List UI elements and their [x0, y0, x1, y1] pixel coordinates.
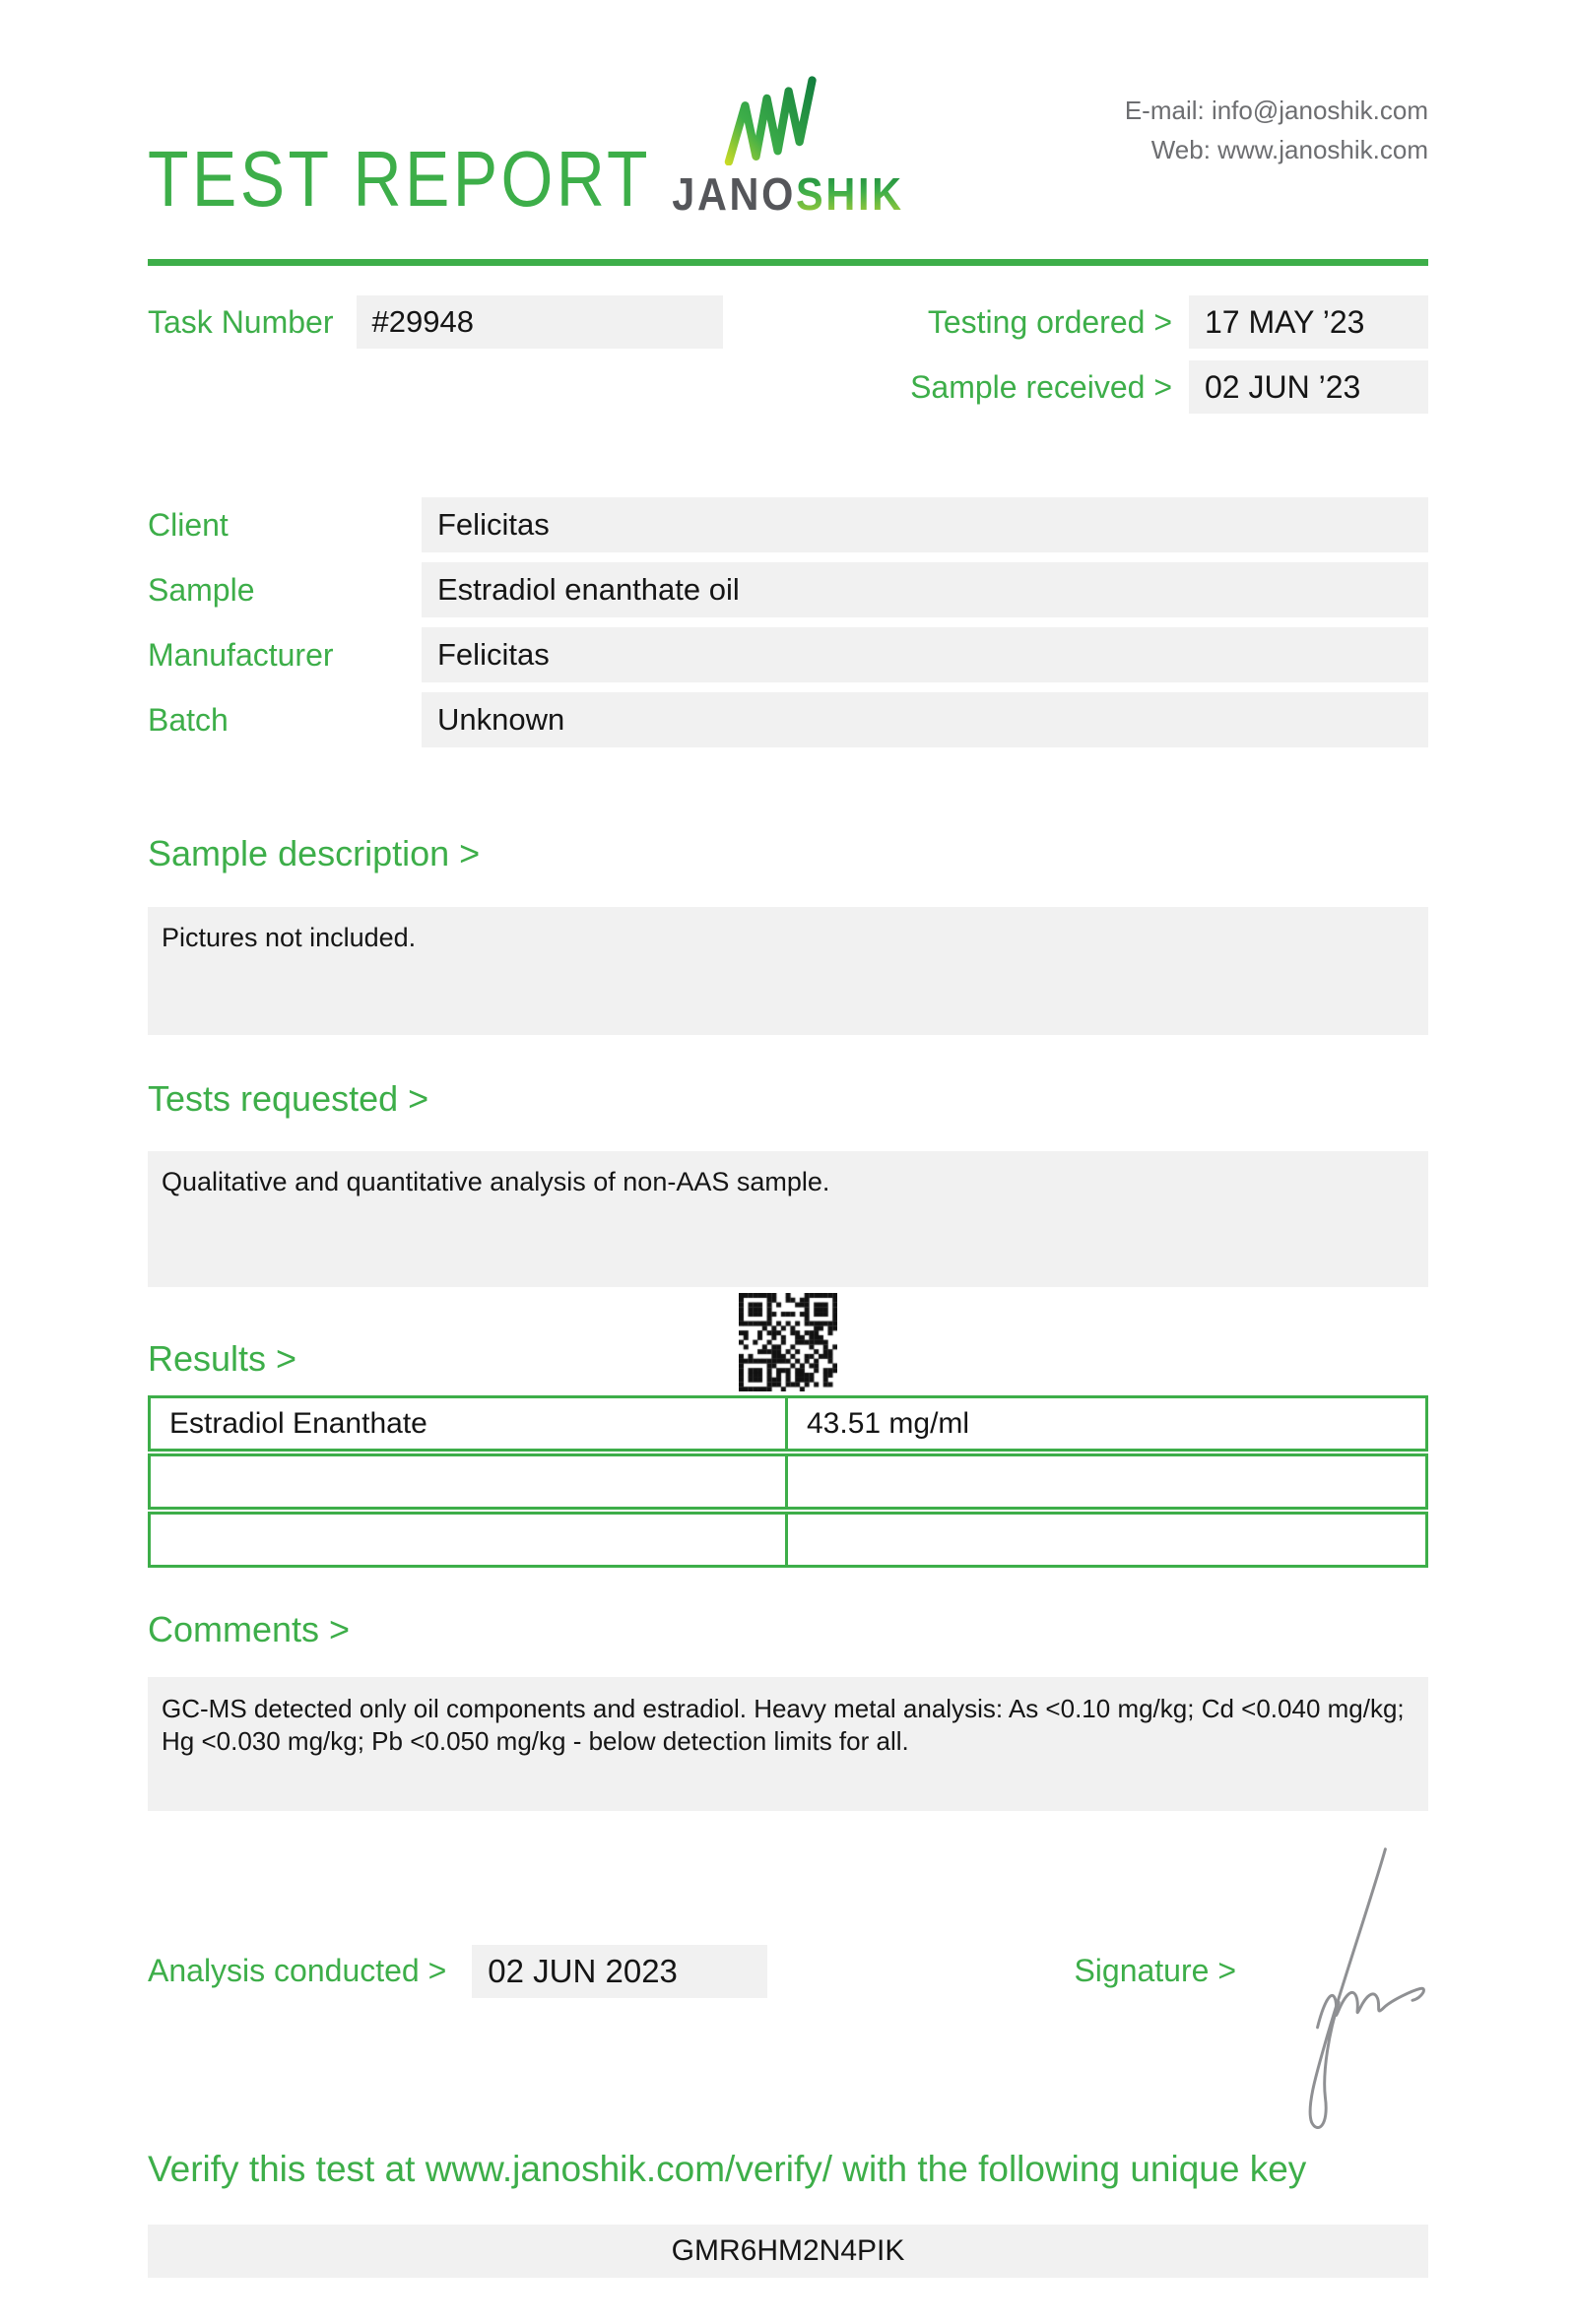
sample-received-date: 02 JUN ’23 — [1189, 360, 1428, 414]
result-concentration — [788, 1456, 1425, 1507]
manufacturer-value: Felicitas — [422, 627, 1428, 682]
task-number-label: Task Number — [148, 303, 334, 340]
janoshik-logo — [659, 75, 917, 220]
logo-wordmark — [672, 168, 904, 220]
testing-ordered-date: 17 MAY ’23 — [1189, 295, 1428, 349]
info-row-manufacturer — [148, 627, 1428, 682]
analysis-date: 02 JUN 2023 — [472, 1945, 767, 1998]
tests-requested-box: Qualitative and quantitative analysis of non-AAS sample. — [148, 1151, 1428, 1287]
table-row — [148, 1512, 1428, 1568]
qr-code — [739, 1293, 837, 1391]
sample-description-heading: Sample description > — [148, 833, 481, 873]
result-substance — [151, 1456, 788, 1507]
result-concentration: 43.51 mg/ml — [807, 1407, 970, 1441]
contact-info — [1125, 91, 1428, 169]
results-heading: Results > — [148, 1337, 297, 1379]
results-table — [148, 1395, 1428, 1568]
footer-row — [148, 1944, 1428, 1999]
comments-heading: Comments > — [148, 1609, 351, 1650]
sample-info-section — [148, 497, 1428, 747]
testing-ordered-row — [910, 295, 1428, 349]
result-concentration — [788, 1515, 1425, 1565]
page-title: TEST REPORT — [148, 135, 651, 223]
info-row-batch — [148, 692, 1428, 747]
sample-label: Sample — [148, 571, 255, 608]
signature-label: Signature > — [1074, 1953, 1236, 1989]
batch-label: Batch — [148, 701, 229, 738]
signature-icon — [1266, 1838, 1433, 2138]
sample-received-label: Sample received > — [910, 368, 1172, 405]
table-row — [148, 1395, 1428, 1452]
manufacturer-label: Manufacturer — [148, 636, 334, 673]
tests-requested-heading: Tests requested > — [148, 1077, 429, 1119]
analysis-conducted-label: Analysis conducted > — [148, 1953, 447, 1989]
task-number-row — [148, 295, 723, 349]
result-substance: Estradiol Enanthate — [151, 1398, 788, 1449]
testing-ordered-label: Testing ordered > — [927, 303, 1172, 340]
header-divider — [148, 259, 1428, 266]
header — [148, 0, 1428, 232]
task-section — [148, 295, 1428, 414]
verify-instructions: Verify this test at www.janoshik.com/verify/ with the following unique key — [148, 2148, 1307, 2189]
comments-box: GC-MS detected only oil components and estradiol. Heavy metal analysis: As <0.10 mg/kg; Cd <0.040 mg/kg; Hg <0.030 mg/kg; Pb <0.050 mg/kg - below detection limits for all. — [148, 1677, 1428, 1811]
batch-value: Unknown — [422, 692, 1428, 747]
sample-value: Estradiol enanthate oil — [422, 562, 1428, 617]
client-value: Felicitas — [422, 497, 1428, 552]
sample-description-box: Pictures not included. — [148, 907, 1428, 1035]
task-number-value: #29948 — [357, 295, 723, 349]
info-row-sample — [148, 562, 1428, 617]
table-row — [148, 1453, 1428, 1510]
client-label: Client — [148, 506, 229, 543]
dates-block — [910, 295, 1428, 414]
logo-text-shik: SHIK — [796, 168, 904, 220]
web-line: Web: www.janoshik.com — [1150, 135, 1428, 164]
email-line: E-mail: info@janoshik.com — [1124, 96, 1428, 125]
unique-key: GMR6HM2N4PIK — [148, 2225, 1428, 2278]
logo-text-jano: JANO — [672, 168, 797, 220]
result-substance — [151, 1515, 788, 1565]
info-row-client — [148, 497, 1428, 552]
results-header — [148, 1287, 1428, 1395]
trend-chart-icon — [720, 75, 822, 165]
sample-received-row — [910, 360, 1428, 414]
